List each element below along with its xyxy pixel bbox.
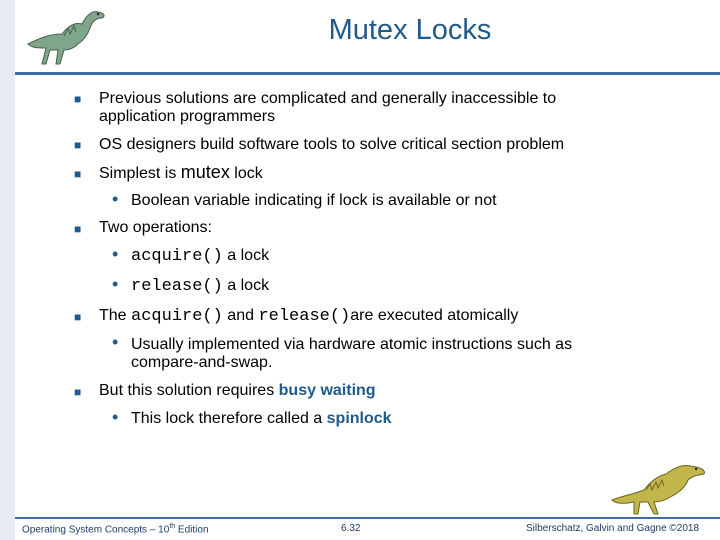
round-bullet-icon: • <box>112 332 119 352</box>
sub-bullet-text: compare-and-swap. <box>131 354 273 371</box>
footer-book <box>22 523 209 535</box>
footer-book-title: Operating System Concepts – 10 <box>22 524 170 536</box>
round-bullet-icon: • <box>112 407 119 427</box>
bullet-text <box>99 381 376 400</box>
bullet-text-part: are executed atomically <box>350 307 519 324</box>
footer-book-edition: Edition <box>175 524 209 536</box>
bullet-text-part: lock <box>229 165 263 182</box>
bullet-text: Two operations: <box>99 219 212 236</box>
bullet-text <box>99 306 518 326</box>
sub-bullet-text-part: This lock therefore called a <box>131 410 327 427</box>
footer-rule <box>15 517 720 519</box>
bullet-text: OS designers build software tools to solve critical section problem <box>99 136 565 153</box>
code-acquire: acquire() <box>131 247 223 266</box>
square-bullet-icon: ■ <box>74 92 82 106</box>
bullet-text-part: Simplest is <box>99 165 181 182</box>
square-bullet-icon: ■ <box>74 385 82 399</box>
mutex-term: mutex <box>180 162 230 182</box>
bullet-text <box>99 163 263 183</box>
square-bullet-icon: ■ <box>74 222 82 236</box>
code-release: release() <box>131 277 223 296</box>
bullet-text: application programmers <box>99 108 276 125</box>
bullet-text-part: But this solution requires <box>99 382 279 399</box>
round-bullet-icon: • <box>112 244 119 264</box>
square-bullet-icon: ■ <box>74 310 82 324</box>
sub-bullet-text-part: a lock <box>222 277 270 294</box>
busy-waiting-term: busy waiting <box>278 382 376 399</box>
sub-bullet-text: Usually implemented via hardware atomic instructions such as <box>131 336 573 353</box>
footer-copyright: Silberschatz, Galvin and Gagne ©2018 <box>526 523 700 534</box>
spinlock-term: spinlock <box>326 410 392 427</box>
square-bullet-icon: ■ <box>74 167 82 181</box>
sub-bullet-text <box>131 246 269 266</box>
dinosaur-icon <box>608 460 716 518</box>
sub-bullet-text <box>131 409 392 428</box>
sub-bullet-text <box>131 276 269 296</box>
footer-page-number: 6.32 <box>341 523 361 534</box>
bullet-text-part: and <box>222 307 259 324</box>
sub-bullet-text-part: a lock <box>222 247 270 264</box>
sub-bullet-text: Boolean variable indicating if lock is available or not <box>131 192 497 209</box>
square-bullet-icon: ■ <box>74 138 82 152</box>
round-bullet-icon: • <box>112 274 119 294</box>
code-acquire: acquire() <box>131 307 223 326</box>
page-title: Mutex Locks <box>328 14 492 46</box>
bullet-text: Previous solutions are complicated and generally inaccessible to <box>99 90 557 107</box>
round-bullet-icon: • <box>112 189 119 209</box>
code-release: release() <box>258 307 351 326</box>
bullet-text-part: The <box>99 307 132 324</box>
footer-book-sup: th <box>169 523 176 530</box>
